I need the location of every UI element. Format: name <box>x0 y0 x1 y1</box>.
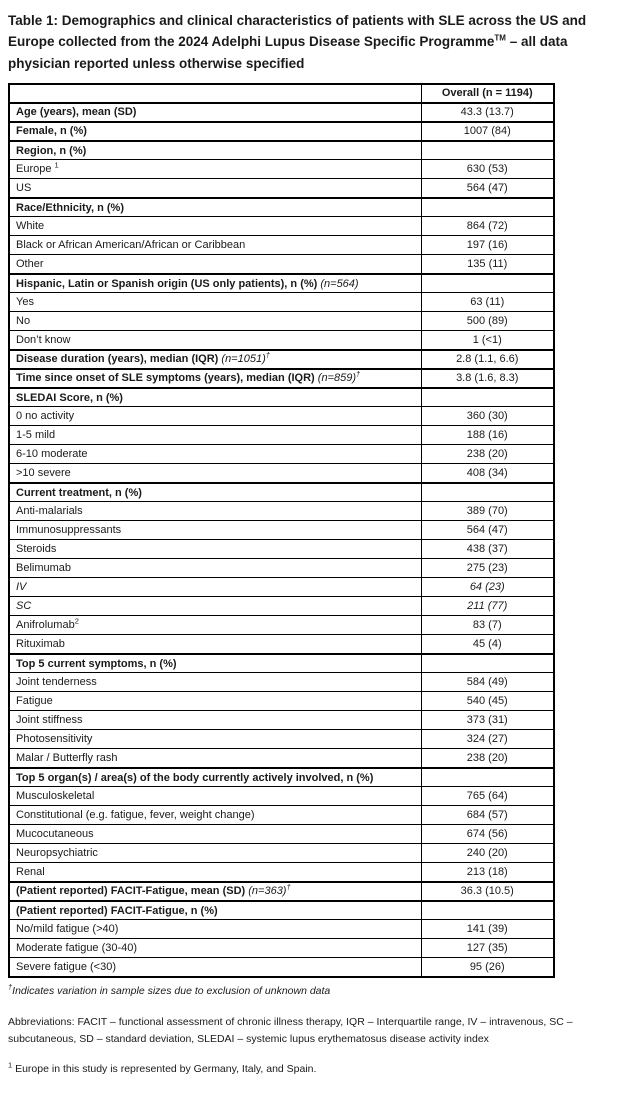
table-row <box>9 464 554 483</box>
row-value: 135 (11) <box>421 255 554 274</box>
row-label <box>9 388 421 407</box>
table-row <box>9 426 554 445</box>
row-label-text: Neuropsychiatric <box>16 847 98 860</box>
row-value <box>421 483 554 502</box>
table-row <box>9 825 554 844</box>
row-label <box>9 749 421 768</box>
table-row <box>9 787 554 806</box>
row-label-text: No/mild fatigue (>40) <box>16 923 119 936</box>
row-label <box>9 863 421 882</box>
row-label <box>9 274 421 293</box>
row-label-text: Top 5 organ(s) / area(s) of the body currently actively involved, n (%) <box>16 771 374 784</box>
row-label <box>9 711 421 730</box>
row-label-text: (Patient reported) FACIT-Fatigue, n (%) <box>16 904 218 917</box>
row-label <box>9 578 421 597</box>
row-label-text: Photosensitivity <box>16 733 93 746</box>
row-value: 3.8 (1.6, 8.3) <box>421 369 554 388</box>
row-label-text: Other <box>16 258 44 271</box>
row-label <box>9 654 421 673</box>
row-value <box>421 901 554 920</box>
row-label <box>9 217 421 236</box>
row-value: 197 (16) <box>421 236 554 255</box>
row-label-text: Race/Ethnicity, n (%) <box>16 201 124 214</box>
row-value <box>421 654 554 673</box>
dagger-sup: † <box>8 982 13 992</box>
row-value: 360 (30) <box>421 407 554 426</box>
footnote-dagger <box>8 983 612 1000</box>
row-label <box>9 901 421 920</box>
row-value: 211 (77) <box>421 597 554 616</box>
row-label <box>9 559 421 578</box>
table-row <box>9 578 554 597</box>
row-label-text: Rituximab <box>16 638 65 651</box>
row-label-text: Anti-malarials <box>16 505 83 518</box>
table-row <box>9 122 554 141</box>
row-label-text: Hispanic, Latin or Spanish origin (US only patients), n (%) <box>16 277 318 290</box>
row-label-text: US <box>16 182 32 195</box>
table-row <box>9 217 554 236</box>
row-label-text: Steroids <box>16 543 57 556</box>
footnote-abbreviations: Abbreviations: FACIT – functional assessment of chronic illness therapy, IQR – Interquartile range, IV – intravenous, SC – subcutaneous, SD – standard deviation, SLEDAI – systemic lupus erythematosus disease activity index <box>8 1015 573 1045</box>
row-label-text: Anifrolumab <box>16 619 75 632</box>
europe-sup: 1 <box>8 1060 13 1070</box>
row-label-text: Malar / Butterfly rash <box>16 752 118 765</box>
row-value: 564 (47) <box>421 179 554 198</box>
table-row <box>9 540 554 559</box>
row-value: 765 (64) <box>421 787 554 806</box>
row-value: 864 (72) <box>421 217 554 236</box>
row-footnote-marker: † <box>265 350 270 360</box>
table-row <box>9 502 554 521</box>
row-label <box>9 426 421 445</box>
row-label-text: Disease duration (years), median (IQR) <box>16 353 219 366</box>
row-value: 438 (37) <box>421 540 554 559</box>
row-label <box>9 806 421 825</box>
row-label <box>9 198 421 217</box>
table-row <box>9 863 554 882</box>
table-title <box>8 10 612 74</box>
row-value: 83 (7) <box>421 616 554 635</box>
row-label-text: 0 no activity <box>16 410 75 423</box>
row-sample-size-note: (n=859) <box>317 372 357 385</box>
row-label <box>9 844 421 863</box>
table-row <box>9 958 554 977</box>
row-value <box>421 141 554 160</box>
table-row <box>9 293 554 312</box>
row-label-text: SC <box>16 600 32 613</box>
row-sample-size-note: (n=564) <box>320 277 359 290</box>
row-value: 389 (70) <box>421 502 554 521</box>
row-label <box>9 255 421 274</box>
row-value: 630 (53) <box>421 160 554 179</box>
row-footnote-marker: 2 <box>74 616 79 626</box>
row-value: 141 (39) <box>421 920 554 939</box>
row-value: 684 (57) <box>421 806 554 825</box>
footnote-europe-text: Europe in this study is represented by Germany, Italy, and Spain. <box>12 1063 317 1076</box>
row-label-text: Black or African American/African or Caribbean <box>16 239 246 252</box>
header-overall-cell: Overall (n = 1194) <box>421 84 554 103</box>
row-label <box>9 787 421 806</box>
row-label <box>9 483 421 502</box>
row-label-text: Constitutional (e.g. fatigue, fever, weight change) <box>16 809 255 822</box>
row-value: 238 (20) <box>421 445 554 464</box>
row-value: 674 (56) <box>421 825 554 844</box>
table-row <box>9 141 554 160</box>
row-label <box>9 540 421 559</box>
row-value: 408 (34) <box>421 464 554 483</box>
footnote-dagger-text: Indicates variation in sample sizes due to exclusion of unknown data <box>12 984 331 997</box>
row-label-text: Age (years), mean (SD) <box>16 106 137 119</box>
table-row <box>9 483 554 502</box>
table-row <box>9 844 554 863</box>
row-label-text: Don’t know <box>16 334 71 347</box>
row-label-text: Joint tenderness <box>16 676 97 689</box>
row-label-text: Top 5 current symptoms, n (%) <box>16 657 177 670</box>
table-row <box>9 274 554 293</box>
row-label <box>9 692 421 711</box>
row-value: 45 (4) <box>421 635 554 654</box>
row-label <box>9 597 421 616</box>
row-value: 2.8 (1.1, 6.6) <box>421 350 554 369</box>
row-label <box>9 635 421 654</box>
row-value: 64 (23) <box>421 578 554 597</box>
table-row <box>9 806 554 825</box>
row-label-text: Current treatment, n (%) <box>16 486 142 499</box>
table-row <box>9 312 554 331</box>
row-value: 238 (20) <box>421 749 554 768</box>
row-label <box>9 939 421 958</box>
row-value: 324 (27) <box>421 730 554 749</box>
table-row <box>9 369 554 388</box>
row-label <box>9 882 421 901</box>
table-row <box>9 331 554 350</box>
row-label-text: 1-5 mild <box>16 429 56 442</box>
row-label <box>9 293 421 312</box>
row-label-text: Time since onset of SLE symptoms (years), median (IQR) <box>16 372 315 385</box>
table-row <box>9 236 554 255</box>
row-label-text: IV <box>16 581 27 594</box>
table-row <box>9 103 554 122</box>
row-label-text: SLEDAI Score, n (%) <box>16 391 123 404</box>
row-label-text: Immunosuppressants <box>16 524 122 537</box>
table-row <box>9 730 554 749</box>
row-label-text: Region, n (%) <box>16 144 87 157</box>
table-header-row <box>9 84 554 103</box>
row-sample-size-note: (n=1051) <box>221 353 266 366</box>
row-label-text: Fatigue <box>16 695 53 708</box>
row-sample-size-note: (n=363) <box>248 885 287 898</box>
row-value: 213 (18) <box>421 863 554 882</box>
table-row <box>9 597 554 616</box>
row-value: 43.3 (13.7) <box>421 103 554 122</box>
table-row <box>9 407 554 426</box>
table-row <box>9 255 554 274</box>
row-label <box>9 920 421 939</box>
table-row <box>9 198 554 217</box>
table-row <box>9 445 554 464</box>
table-title-text: Table 1: Demographics and clinical characteristics of patients with SLE across the US and Europe collected from the 2024 Adelphi Lupus Disease Specific Programme <box>8 13 587 50</box>
table-row <box>9 616 554 635</box>
row-label <box>9 350 421 369</box>
row-label <box>9 236 421 255</box>
row-label <box>9 521 421 540</box>
row-value: 36.3 (10.5) <box>421 882 554 901</box>
row-label <box>9 160 421 179</box>
row-label-text: (Patient reported) FACIT-Fatigue, mean (SD) <box>16 885 246 898</box>
row-value: 564 (47) <box>421 521 554 540</box>
table-row <box>9 692 554 711</box>
row-value: 500 (89) <box>421 312 554 331</box>
row-label <box>9 616 421 635</box>
row-label-text: Renal <box>16 866 45 879</box>
row-label-text: No <box>16 315 31 328</box>
row-label <box>9 445 421 464</box>
row-label <box>9 179 421 198</box>
row-label <box>9 768 421 787</box>
row-footnote-marker: † <box>286 882 291 892</box>
row-label-text: Europe <box>16 163 52 176</box>
row-footnote-marker: † <box>356 369 361 379</box>
row-label <box>9 369 421 388</box>
row-label <box>9 103 421 122</box>
row-value <box>421 198 554 217</box>
row-value: 540 (45) <box>421 692 554 711</box>
trademark-sup: TM <box>494 33 506 43</box>
row-label-text: Yes <box>16 296 34 309</box>
row-label-text: White <box>16 220 45 233</box>
row-value: 63 (11) <box>421 293 554 312</box>
row-value: 584 (49) <box>421 673 554 692</box>
row-label <box>9 331 421 350</box>
row-value: 373 (31) <box>421 711 554 730</box>
row-value <box>421 274 554 293</box>
row-label <box>9 141 421 160</box>
row-value <box>421 388 554 407</box>
row-label-text: Musculoskeletal <box>16 790 95 803</box>
row-label <box>9 464 421 483</box>
row-label-text: 6-10 moderate <box>16 448 88 461</box>
row-value: 95 (26) <box>421 958 554 977</box>
row-value: 240 (20) <box>421 844 554 863</box>
row-value <box>421 768 554 787</box>
table-row <box>9 882 554 901</box>
table-row <box>9 768 554 787</box>
row-label <box>9 673 421 692</box>
row-label <box>9 502 421 521</box>
row-value: 188 (16) <box>421 426 554 445</box>
table-row <box>9 749 554 768</box>
header-empty-cell <box>9 84 421 103</box>
row-value: 275 (23) <box>421 559 554 578</box>
table-row <box>9 160 554 179</box>
table-row <box>9 654 554 673</box>
table-body <box>9 84 554 977</box>
row-label-text: Joint stiffness <box>16 714 83 727</box>
table-row <box>9 388 554 407</box>
table-row <box>9 711 554 730</box>
row-label <box>9 958 421 977</box>
row-label <box>9 825 421 844</box>
row-label-text: Belimumab <box>16 562 72 575</box>
row-label-text: Severe fatigue (<30) <box>16 961 116 974</box>
demographics-table <box>8 83 555 978</box>
row-label <box>9 730 421 749</box>
row-label <box>9 407 421 426</box>
row-label <box>9 122 421 141</box>
table-row <box>9 635 554 654</box>
row-label <box>9 312 421 331</box>
table-row <box>9 559 554 578</box>
row-value: 1 (<1) <box>421 331 554 350</box>
table-row <box>9 521 554 540</box>
row-label-text: Female, n (%) <box>16 125 87 138</box>
table-row <box>9 179 554 198</box>
table-row <box>9 901 554 920</box>
row-label-text: >10 severe <box>16 467 71 480</box>
table-row <box>9 673 554 692</box>
row-label-text: Mucocutaneous <box>16 828 94 841</box>
footnote-europe <box>8 1061 612 1078</box>
table-row <box>9 920 554 939</box>
table-row <box>9 939 554 958</box>
row-label-text: Moderate fatigue (30-40) <box>16 942 138 955</box>
table-title-suffix: – all data physician reported unless otherwise specified <box>8 34 568 71</box>
row-value: 1007 (84) <box>421 122 554 141</box>
row-value: 127 (35) <box>421 939 554 958</box>
row-footnote-marker: 1 <box>54 160 59 170</box>
table-row <box>9 350 554 369</box>
